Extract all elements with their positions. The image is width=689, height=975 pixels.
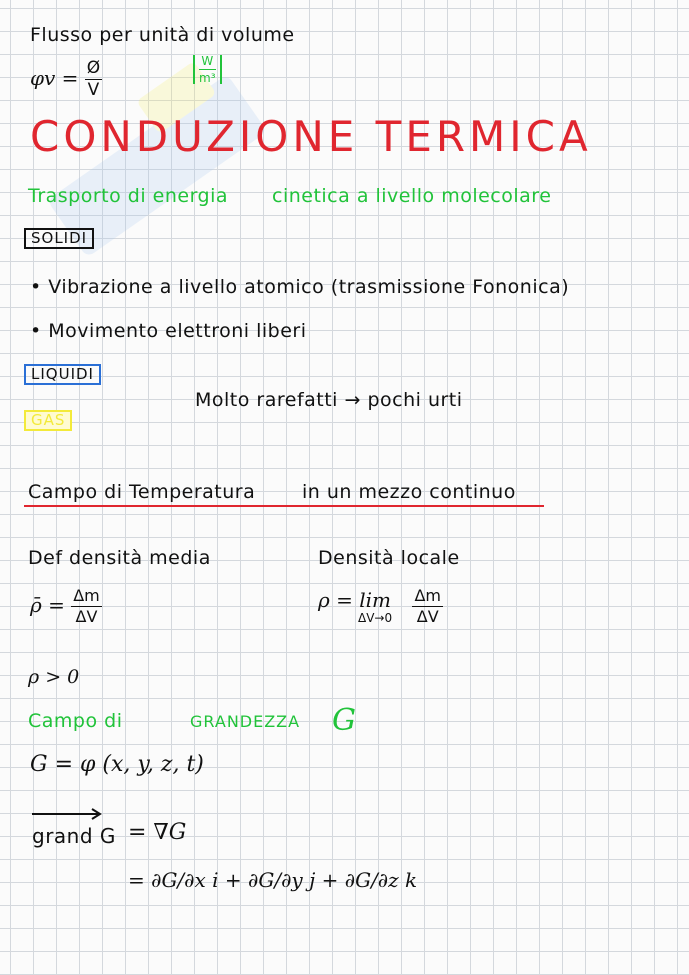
densita-media-num: Δm (73, 586, 100, 605)
flusso-unit (193, 55, 222, 84)
gas-note: Molto rarefatti → pochi urti (195, 389, 463, 411)
flusso-title: Flusso per unità di volume (30, 24, 295, 46)
densita-media-label: Def densità media (28, 547, 211, 569)
gas-label: GAS (24, 410, 72, 431)
solidi-label: SOLIDI (24, 228, 94, 249)
densita-media-formula (30, 588, 102, 625)
grad-lhs: grand G (32, 824, 116, 848)
flusso-denominator: V (87, 80, 100, 100)
section-underline (24, 505, 544, 507)
grad-eq: = ∇G (128, 820, 187, 845)
densita-media-den: ΔV (75, 607, 98, 626)
grandezza-mid: GRANDEZZA (190, 712, 301, 731)
densita-media-fraction (71, 588, 102, 625)
campo-temp-left: Campo di Temperatura (28, 481, 256, 503)
trasporto-left: Trasporto di energia (28, 185, 229, 207)
unit-denominator: m³ (199, 71, 216, 85)
trasporto-right: cinetica a livello molecolare (272, 185, 552, 207)
flusso-formula (30, 60, 102, 99)
flusso-lhs: φv = (30, 66, 79, 90)
grandezza-left: Campo di (28, 710, 123, 732)
unit-numerator: W (199, 55, 216, 70)
flusso-fraction (85, 60, 102, 99)
densita-media-lhs: ρ̄ = (30, 593, 65, 617)
densita-locale-den: ΔV (416, 607, 439, 626)
liquidi-label: LIQUIDI (24, 364, 101, 385)
densita-locale-lim (318, 587, 393, 625)
densita-locale-label: Densità locale (318, 547, 460, 569)
grad-expansion: = ∂G/∂x i + ∂G/∂y j + ∂G/∂z k (128, 868, 418, 892)
densita-locale-fraction (412, 588, 443, 625)
densita-locale-sub: ΔV→0 (358, 610, 393, 625)
densita-locale-lhs: ρ = lim (318, 587, 391, 612)
grandezza-symbol: G (332, 703, 356, 738)
flusso-numerator: Ø (86, 58, 101, 78)
campo-temp-right: in un mezzo continuo (302, 481, 516, 503)
solidi-bullet-2: • Movimento elettroni liberi (30, 320, 307, 342)
densita-positive: ρ > 0 (28, 666, 80, 688)
unit-fraction (199, 55, 216, 84)
main-title: CONDUZIONE TERMICA (30, 112, 592, 161)
grandezza-def: G = φ (x, y, z, t) (30, 752, 204, 777)
densita-locale-num: Δm (414, 586, 441, 605)
densita-locale-formula (318, 588, 443, 625)
solidi-bullet-1: • Vibrazione a livello atomico (trasmissione Fononica) (30, 276, 570, 298)
grad-arrow-icon (30, 808, 104, 820)
